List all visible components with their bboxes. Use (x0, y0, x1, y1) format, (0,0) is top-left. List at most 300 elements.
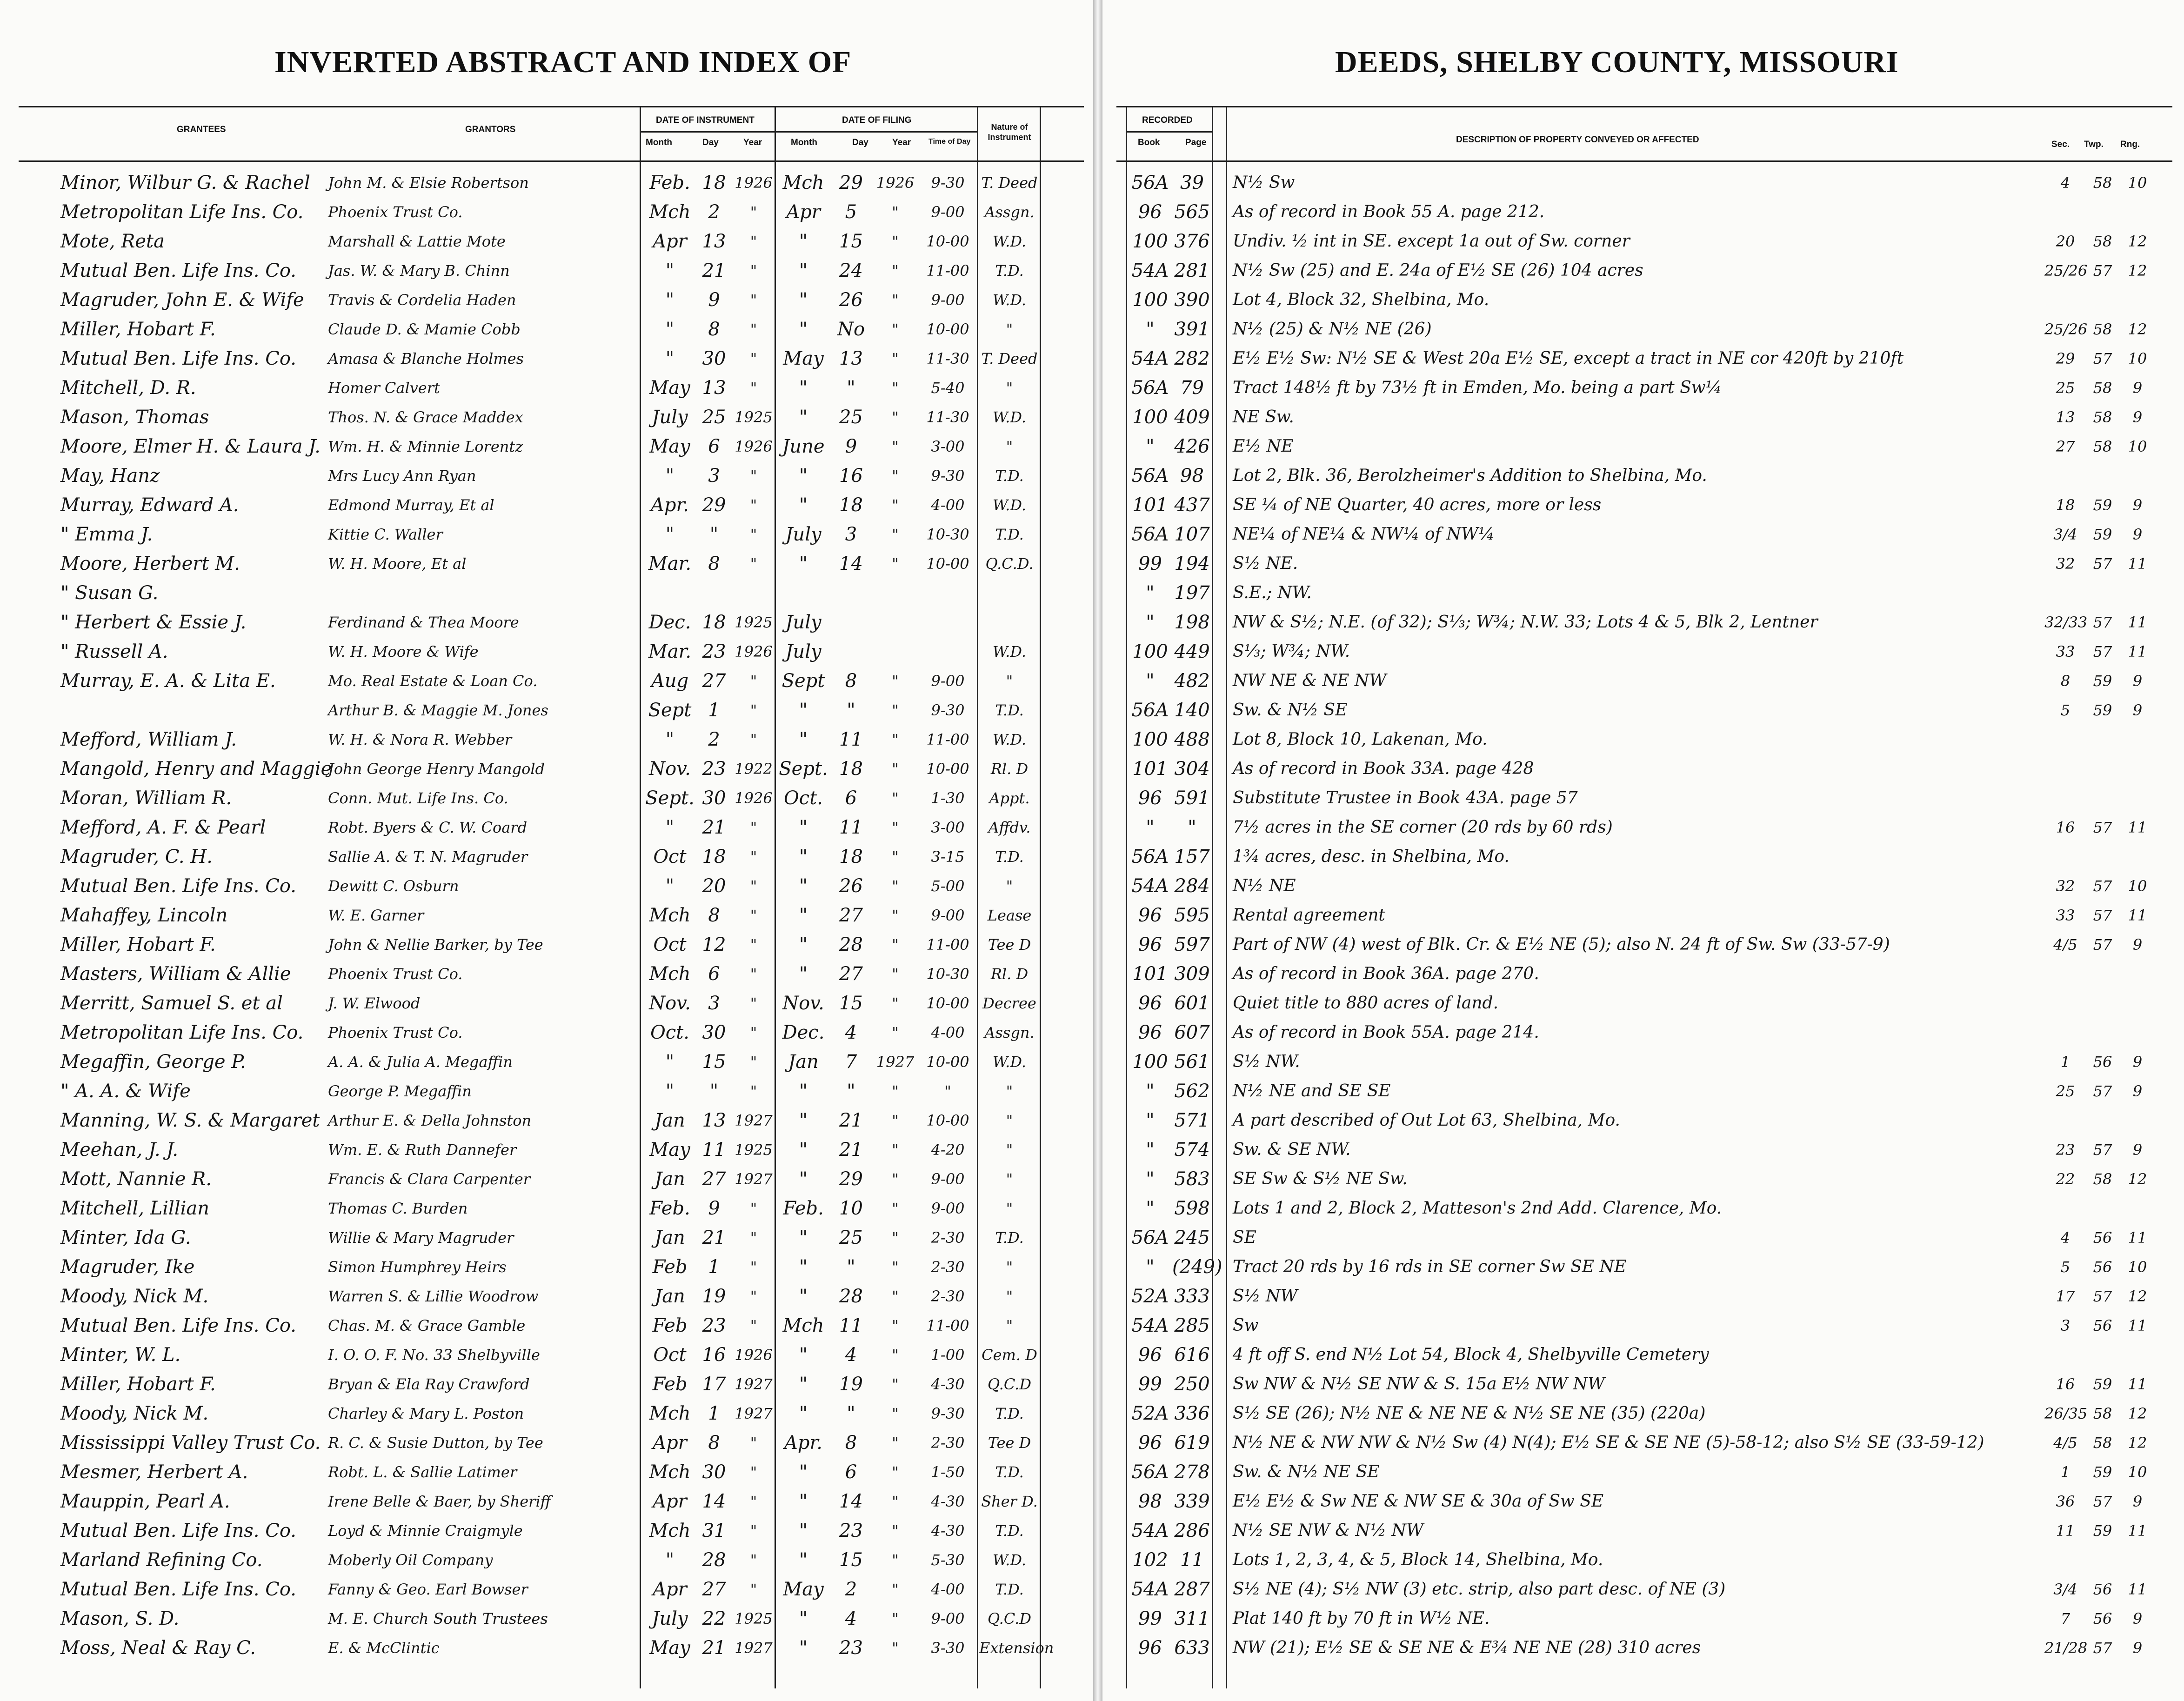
filing-year: " (892, 555, 899, 573)
grantor-cell: Homer Calvert (328, 379, 440, 397)
deed-entry-row (0, 1107, 2184, 1134)
page-cell: 285 (1174, 1315, 1210, 1336)
nature-cell: " (1006, 379, 1013, 397)
book-cell: 52A (1131, 1403, 1169, 1424)
nature-cell: W.D. (992, 408, 1027, 426)
instrument-year: " (750, 467, 757, 485)
instrument-day: 14 (702, 1491, 726, 1512)
filing-day: 8 (845, 670, 857, 692)
filing-month: " (799, 465, 808, 487)
instrument-day: 1 (708, 1256, 720, 1278)
instrument-month: Feb. (649, 172, 690, 193)
nature-cell: T.D. (995, 848, 1024, 866)
filing-month: July (785, 641, 822, 662)
instrument-day: 8 (708, 905, 720, 926)
sec-cell: 4 (2060, 1229, 2070, 1247)
sec-cell (2044, 463, 2086, 489)
book-cell: 54A (1131, 348, 1169, 369)
grantee-cell: Mahaffey, Lincoln (60, 905, 228, 926)
grantor-cell: J. W. Elwood (328, 994, 421, 1012)
instrument-month: Mch (649, 201, 691, 223)
filing-month: Apr (786, 201, 821, 223)
instrument-day: 30 (702, 1022, 726, 1043)
filing-day: 27 (839, 905, 863, 926)
instrument-year: " (750, 262, 757, 280)
instrument-year: 1926 (735, 1346, 773, 1364)
twp-cell: 57 (2093, 907, 2112, 924)
page-cell: 194 (1174, 553, 1210, 574)
twp-cell: 56 (2093, 1581, 2112, 1598)
nature-cell: W.D. (992, 731, 1027, 748)
twp-cell: 58 (2093, 379, 2112, 397)
instrument-day: 23 (702, 1315, 726, 1336)
sec-cell: 3 (2060, 1317, 2070, 1334)
nature-cell (979, 580, 1040, 606)
book-cell: 56A (1131, 377, 1169, 399)
grantor-cell: Simon Humphrey Heirs (328, 1258, 507, 1276)
instrument-day: 21 (702, 1227, 726, 1248)
book-cell: " (1146, 612, 1155, 633)
grantor-cell: Willie & Mary Magruder (328, 1229, 514, 1247)
filing-month: " (799, 963, 808, 985)
twp-cell: 57 (2093, 1141, 2112, 1159)
recorded-group-rule (1126, 131, 1212, 133)
filing-day: 23 (839, 1637, 863, 1659)
instrument-day: 8 (708, 553, 720, 574)
header-top-rule (19, 106, 1084, 107)
page-cell: 562 (1174, 1081, 1210, 1102)
grantee-cell: Metropolitan Life Ins. Co. (60, 1022, 304, 1043)
filing-year: " (892, 350, 899, 367)
instr-day-header: Day (702, 138, 719, 147)
instrument-day: 18 (702, 612, 726, 633)
filing-day: 11 (839, 1315, 863, 1336)
filing-day: 15 (839, 1549, 863, 1571)
rng-cell: 9 (2132, 1141, 2143, 1159)
deed-entry-row (0, 814, 2184, 840)
rng-cell: 9 (2132, 1493, 2143, 1510)
twp-cell: 57 (2093, 877, 2112, 895)
grantor-cell: Loyd & Minnie Craigmyle (328, 1522, 523, 1540)
grantor-cell: Arthur E. & Della Johnston (328, 1112, 532, 1129)
filing-month: " (799, 905, 808, 926)
sec-cell (2044, 1547, 2086, 1573)
instrument-month: Feb. (649, 1198, 690, 1219)
twp-cell: 58 (2093, 1405, 2112, 1422)
filing-year: " (892, 994, 899, 1012)
description-cell: Lots 1 and 2, Block 2, Matteson's 2nd Add. Clarence, Mo. (1233, 1199, 1722, 1218)
rng-cell (2119, 463, 2156, 489)
deed-entry-row (0, 434, 2184, 460)
filing-year: " (892, 1141, 899, 1159)
page-cell: 565 (1174, 201, 1210, 223)
nature-cell: Cem. D (982, 1346, 1037, 1364)
grantor-cell: M. E. Church South Trustees (328, 1610, 548, 1628)
sec-cell: 13 (2056, 408, 2075, 426)
twp-cell (2086, 844, 2119, 870)
twp-cell (2086, 1107, 2119, 1134)
page-cell: 583 (1174, 1168, 1210, 1190)
book-cell: 96 (1138, 934, 1162, 955)
filing-time: 5-30 (931, 1551, 965, 1569)
sec-cell: 8 (2060, 672, 2070, 690)
instr-year-header: Year (743, 138, 762, 147)
page-cell: 245 (1174, 1227, 1210, 1248)
filing-month: " (799, 1403, 808, 1424)
page-cell: 574 (1174, 1139, 1210, 1161)
instrument-year: " (750, 555, 757, 573)
grantor-cell: Mrs Lucy Ann Ryan (328, 467, 476, 485)
instrument-month: Apr (653, 1491, 687, 1512)
page-cell: 607 (1174, 1022, 1210, 1043)
grantee-cell: Mason, S. D. (60, 1608, 180, 1629)
description-cell: Quiet title to 880 acres of land. (1233, 994, 1499, 1013)
description-cell: NE Sw. (1233, 407, 1294, 427)
instrument-year: 1927 (735, 1375, 773, 1393)
rng-cell: 9 (2132, 1053, 2143, 1071)
rng-header: Rng. (2120, 140, 2140, 149)
filing-month: May (783, 348, 824, 369)
page-cell: 591 (1174, 787, 1210, 809)
deed-entry-row (0, 287, 2184, 313)
filing-day: 4 (845, 1022, 857, 1043)
instrument-day: 21 (702, 817, 726, 838)
instrument-month: Mch (649, 905, 691, 926)
filing-day: 13 (839, 348, 863, 369)
instrument-day: 18 (702, 172, 726, 193)
instrument-day: 17 (702, 1374, 726, 1395)
filing-time: 2-30 (931, 1434, 965, 1452)
filing-month: " (799, 1491, 808, 1512)
grantee-cell: " Herbert & Essie J. (60, 612, 247, 633)
filing-month: " (799, 817, 808, 838)
instrument-day: 11 (702, 1139, 726, 1161)
filing-time: 4-00 (931, 1024, 965, 1041)
deed-entry-row (0, 1020, 2184, 1046)
twp-cell: 57 (2093, 614, 2112, 631)
filing-day: 29 (839, 172, 863, 193)
filing-day: 16 (839, 465, 863, 487)
description-cell: Tract 148½ ft by 73½ ft in Emden, Mo. being a part Sw¼ (1233, 378, 1722, 397)
filing-time (919, 580, 977, 606)
twp-cell: 59 (2093, 701, 2112, 719)
filing-time: " (944, 1082, 951, 1100)
grantee-cell: Moss, Neal & Ray C. (60, 1637, 256, 1659)
grantee-cell: Miller, Hobart F. (60, 1374, 216, 1395)
nature-cell: W.D. (992, 233, 1027, 250)
instrument-month: Apr (653, 231, 687, 252)
twp-cell (2086, 580, 2119, 606)
filing-month: " (799, 1286, 808, 1307)
grantor-cell: W. H. & Nora R. Webber (328, 731, 512, 748)
rng-cell: 9 (2132, 1082, 2143, 1100)
description-cell: Sw. & N½ SE (1233, 700, 1348, 720)
instrument-month: " (665, 729, 675, 750)
filing-month: Apr. (784, 1432, 822, 1454)
grantor-cell: Marshall & Lattie Mote (328, 233, 506, 250)
nature-cell: " (1006, 672, 1013, 690)
filing-time: 10-00 (926, 1112, 969, 1129)
rng-cell (2119, 756, 2156, 782)
instrument-day: 13 (702, 1110, 726, 1131)
description-cell: S.E.; NW. (1233, 583, 1312, 602)
description-cell: N½ Sw (1233, 173, 1295, 192)
filing-year: " (892, 1200, 899, 1217)
description-cell: As of record in Book 55 A. page 212. (1233, 202, 1545, 221)
grantor-cell: Wm. H. & Minnie Lorentz (328, 438, 523, 455)
filing-month: " (799, 1549, 808, 1571)
twp-cell: 56 (2093, 1317, 2112, 1334)
deed-entry-row (0, 1342, 2184, 1368)
grantor-cell: Fanny & Geo. Earl Bowser (328, 1581, 528, 1598)
page-cell: 390 (1174, 289, 1210, 311)
filing-month: " (799, 1461, 808, 1483)
grantee-cell: " Russell A. (60, 641, 168, 662)
filing-year: " (892, 760, 899, 778)
page-cell: 98 (1180, 465, 1204, 487)
filing-day: 26 (839, 289, 863, 311)
grantor-cell: Dewitt C. Osburn (328, 877, 459, 895)
filing-year: " (892, 789, 899, 807)
book-cell: 98 (1138, 1491, 1162, 1512)
filing-day: 25 (839, 1227, 863, 1248)
filing-time: 11-00 (926, 262, 969, 280)
deed-entry-row (0, 1195, 2184, 1221)
filing-time: 3-15 (931, 848, 965, 866)
filing-day: 28 (839, 1286, 863, 1307)
instrument-day: 22 (702, 1608, 726, 1629)
grantor-cell: Charley & Mary L. Poston (328, 1405, 524, 1422)
deed-entry-row (0, 346, 2184, 372)
book-cell: 99 (1138, 553, 1162, 574)
rng-cell: 9 (2132, 496, 2143, 514)
deed-entry-row (0, 1547, 2184, 1573)
filing-year: " (892, 467, 899, 485)
rng-cell (2119, 1342, 2156, 1368)
deed-entry-row (0, 228, 2184, 254)
rng-cell: 12 (2128, 1287, 2147, 1305)
filing-month: " (799, 1344, 808, 1366)
instrument-day: 30 (702, 787, 726, 809)
filing-day: " (847, 377, 855, 399)
page-cell: 561 (1174, 1051, 1210, 1073)
nature-cell: " (1006, 1170, 1013, 1188)
grantors-header: GRANTORS (465, 125, 516, 134)
instrument-year: " (750, 1287, 757, 1305)
rng-cell: 10 (2128, 350, 2147, 367)
filing-month: June (782, 436, 825, 457)
grantee-cell: Magruder, Ike (60, 1256, 195, 1278)
grantee-cell: " Emma J. (60, 524, 153, 545)
page-cell: 633 (1174, 1637, 1210, 1659)
deed-entry-row (0, 785, 2184, 811)
filing-time: 1-30 (931, 789, 965, 807)
twp-cell: 57 (2093, 1287, 2112, 1305)
filing-day: 27 (839, 963, 863, 985)
book-cell: " (1146, 1168, 1155, 1190)
grantee-cell: Mitchell, D. R. (60, 377, 196, 399)
instrument-year: " (750, 994, 757, 1012)
sec-cell: 29 (2056, 350, 2075, 367)
instrument-month: Feb (652, 1256, 688, 1278)
instrument-year: " (750, 1229, 757, 1247)
filing-month: " (799, 494, 808, 516)
filing-year: " (892, 936, 899, 954)
instrument-day: 6 (708, 963, 720, 985)
deed-entry-row (0, 756, 2184, 782)
twp-cell: 56 (2093, 1229, 2112, 1247)
nature-cell: Q.C.D. (985, 555, 1034, 573)
rng-cell: 9 (2132, 936, 2143, 954)
deed-entry-row (0, 199, 2184, 225)
grantor-cell: Amasa & Blanche Holmes (328, 350, 524, 367)
filing-month: Mch (782, 172, 824, 193)
grantee-cell: Minter, W. L. (60, 1344, 181, 1366)
nature-cell: T.D. (995, 526, 1024, 543)
instrument-month: July (652, 1608, 688, 1629)
filing-day: 6 (845, 787, 857, 809)
grantor-cell: Conn. Mut. Life Ins. Co. (328, 789, 508, 807)
filing-month: " (799, 407, 808, 428)
filing-month: " (799, 1637, 808, 1659)
rng-cell (2119, 287, 2156, 313)
filing-year: " (892, 1258, 899, 1276)
instr-month-header: Month (646, 138, 672, 147)
sec-cell: 5 (2060, 701, 2070, 719)
rng-cell: 9 (2132, 1610, 2143, 1628)
filing-day: 6 (845, 1461, 857, 1483)
instrument-day: 9 (708, 289, 720, 311)
description-cell: Undiv. ½ int in SE. except 1a out of Sw. corner (1233, 232, 1630, 251)
instrument-day: 27 (702, 670, 726, 692)
grantor-cell: Kittie C. Waller (328, 526, 443, 543)
book-cell: 54A (1131, 260, 1169, 281)
twp-cell: 57 (2093, 1639, 2112, 1657)
description-cell: Lot 8, Block 10, Lakenan, Mo. (1233, 730, 1488, 749)
filing-day: 5 (845, 201, 857, 223)
filing-day: 4 (845, 1608, 857, 1629)
deed-entry-row (0, 1518, 2184, 1544)
book-cell: " (1146, 1198, 1155, 1219)
filing-time: 9-00 (931, 203, 965, 221)
twp-cell (2086, 727, 2119, 753)
twp-cell (2086, 199, 2119, 225)
book-cell: 99 (1138, 1608, 1162, 1629)
twp-cell (2086, 1342, 2119, 1368)
grantee-cell: Mesmer, Herbert A. (60, 1461, 248, 1483)
grantee-cell: Miller, Hobart F. (60, 319, 216, 340)
instrument-day: 8 (708, 319, 720, 340)
filing-day: " (847, 1403, 855, 1424)
instrument-year: " (750, 379, 757, 397)
book-cell: 54A (1131, 1315, 1169, 1336)
grantor-cell: Wm. E. & Ruth Dannefer (328, 1141, 517, 1159)
twp-cell (2086, 463, 2119, 489)
grantor-cell: John George Henry Mangold (328, 760, 545, 778)
description-cell: N½ NE and SE SE (1233, 1081, 1391, 1101)
sec-cell (2044, 287, 2086, 313)
sec-cell (2044, 1107, 2086, 1134)
description-cell: N½ NE (1233, 876, 1296, 895)
instrument-month: Sept. (645, 787, 695, 809)
page-cell: 437 (1174, 494, 1210, 516)
instrument-month: Jan (655, 1227, 685, 1248)
twp-cell: 57 (2093, 936, 2112, 954)
deed-entry-row (0, 1488, 2184, 1514)
page-cell: 140 (1174, 700, 1210, 721)
filing-year (873, 580, 917, 606)
twp-cell: 57 (2093, 1082, 2112, 1100)
nature-cell: Affdv. (988, 819, 1031, 836)
sec-cell: 26/35 (2044, 1405, 2088, 1422)
instrument-year: 1922 (735, 760, 773, 778)
grantee-cell: Mutual Ben. Life Ins. Co. (60, 875, 296, 897)
book-cell: 102 (1132, 1549, 1168, 1571)
nature-cell: T.D. (995, 1405, 1024, 1422)
instrument-day: 2 (708, 729, 720, 750)
sec-cell: 32 (2056, 877, 2075, 895)
deed-entry-row (0, 990, 2184, 1016)
filing-year: " (892, 1024, 899, 1041)
grantor-cell: Phoenix Trust Co. (328, 965, 463, 983)
twp-cell: 57 (2093, 643, 2112, 660)
grantee-cell: Manning, W. S. & Margaret (60, 1110, 320, 1131)
rng-cell (2119, 844, 2156, 870)
instrument-day: 6 (708, 436, 720, 457)
grantee-cell: Moore, Herbert M. (60, 553, 240, 574)
instrument-month: Apr (653, 1432, 687, 1454)
deed-entry-row (0, 609, 2184, 635)
instrument-month: May (649, 1139, 690, 1161)
instrument-year: 1925 (735, 1141, 773, 1159)
instrument-year: 1926 (735, 643, 773, 660)
description-cell: 4 ft off S. end N½ Lot 54, Block 4, Shelbyville Cemetery (1233, 1345, 1709, 1364)
instrument-year: " (750, 1053, 757, 1071)
filing-time: 2-30 (931, 1258, 965, 1276)
nature-cell: W.D. (992, 643, 1027, 660)
filing-month: Mch (782, 1315, 824, 1336)
filing-day: 18 (839, 758, 863, 780)
filing-time: 3-00 (931, 438, 965, 455)
rng-cell: 9 (2132, 408, 2143, 426)
filing-day-header: Day (852, 138, 868, 147)
grantee-cell: Mangold, Henry and Maggie (60, 758, 332, 780)
filing-year: " (892, 1639, 899, 1657)
description-cell: NE¼ of NE¼ & NW¼ of NW¼ (1233, 525, 1495, 544)
book-cell: 54A (1131, 1520, 1169, 1541)
book-cell: 96 (1138, 1432, 1162, 1454)
instrument-day: 25 (702, 407, 726, 428)
nature-cell: T.D. (995, 1522, 1024, 1540)
filing-day: " (847, 1256, 855, 1278)
page-cell: 287 (1174, 1579, 1210, 1600)
filing-day: 25 (839, 407, 863, 428)
nature-cell: T.D. (995, 1581, 1024, 1598)
sec-cell: 17 (2056, 1287, 2075, 1305)
instrument-month: Mar. (648, 553, 692, 574)
rng-cell (2119, 580, 2156, 606)
grantor-cell: Arthur B. & Maggie M. Jones (328, 701, 548, 719)
nature-header: Nature of Instrument (988, 122, 1031, 142)
rng-cell: 12 (2128, 262, 2147, 280)
grantor-cell: Moberly Oil Company (328, 1551, 493, 1569)
filing-time: 10-30 (926, 965, 969, 983)
rng-cell (2119, 1547, 2156, 1573)
filing-day: 2 (845, 1579, 857, 1600)
filing-day: 28 (839, 934, 863, 955)
instrument-day: 28 (702, 1549, 726, 1571)
instrument-day: 13 (702, 231, 726, 252)
